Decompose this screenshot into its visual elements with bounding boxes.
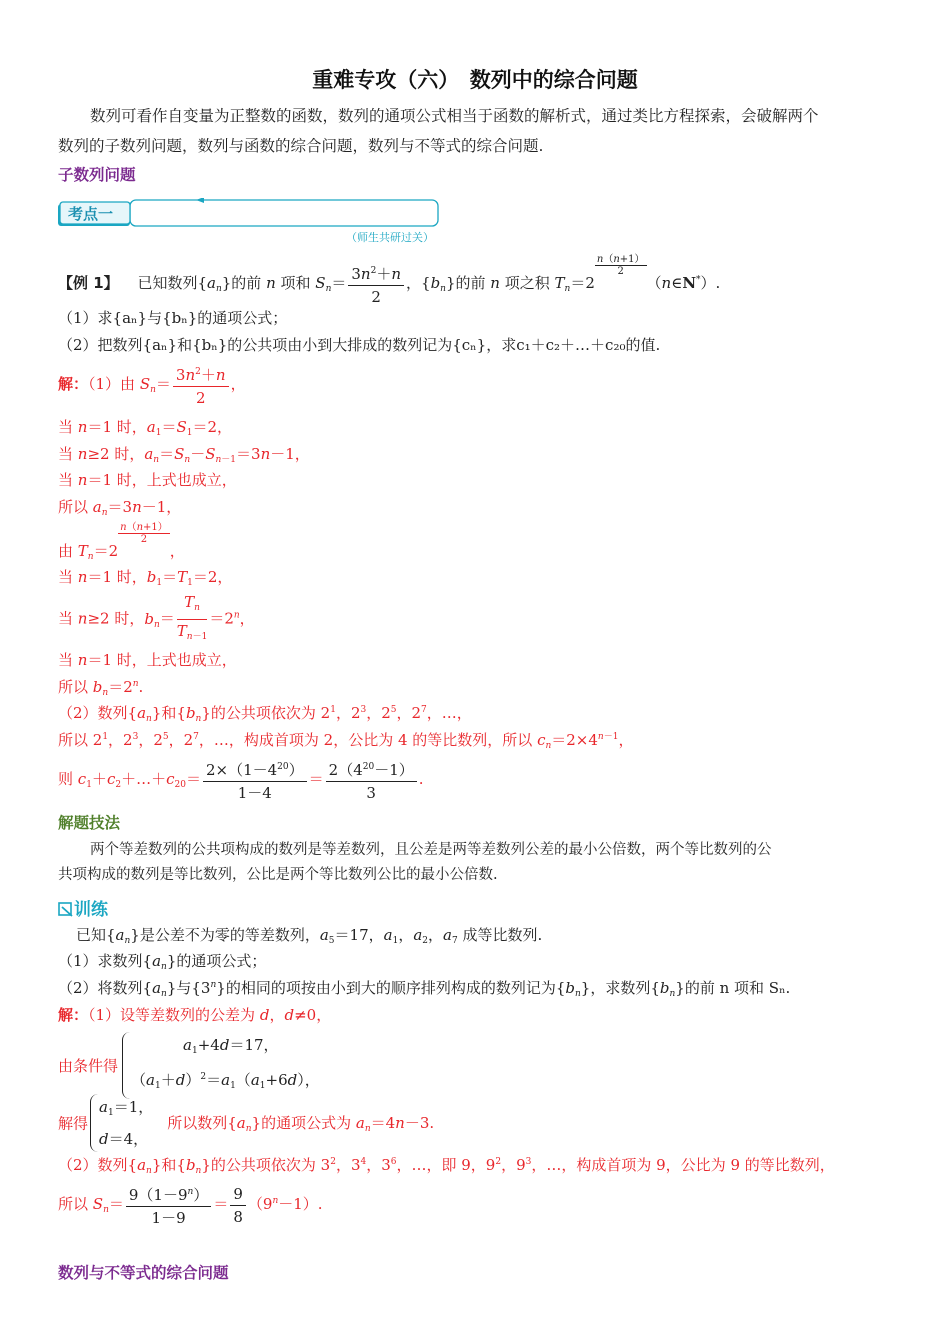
technique-line-1: 两个等差数列的公共项构成的数列是等差数列，且公差是两等差数列公差的最小公倍数，两个等比数列的公 (90, 842, 772, 858)
kaodian-caption: （师生共研过关） (346, 231, 434, 244)
section-heading-subsequence: 子数列问题 (58, 166, 136, 184)
training-q1: （1）求数列$\{a_n\}$的通项公式； (58, 952, 267, 972)
page-title: 重难专攻（六） 数列中的综合问题 (312, 68, 638, 92)
training-heading: 训练 (58, 895, 108, 920)
solution-line-4: 当 n＝1 时，上式也成立， (58, 471, 237, 489)
training-solution-2: 由条件得 $a_1+4d=17$， $(a_1+d)^2=a_1(a_1+6d)$， (58, 1032, 320, 1099)
example-q2: （2）把数列{aₙ}和{bₙ}的公共项由小到大排成的数列记为{cₙ}，求c₁＋c₂＋…＋c₂₀的值. (58, 336, 661, 354)
solution-line-12: 所以 $2^1$，$2^3$，$2^5$，$2^7$，…，构成首项为 2，公比为 4 的等比数列，所以 $c_n=2\times 4^{n-1}$， (58, 731, 634, 751)
kaodian-banner (58, 198, 442, 230)
solution-line-5: 所以 $a_n=3n-1$， (58, 498, 182, 518)
example-tag: 【例 1】 (58, 274, 119, 292)
intro-line-1: 数列可看作自变量为正整数的函数，数列的通项公式相当于函数的解析式，通过类比方程探索，会破解两个 (90, 107, 819, 125)
training-icon (58, 901, 74, 917)
technique-line-2: 共项构成的数列是等比数列，公比是两个等比数列公比的最小公倍数. (58, 867, 498, 883)
training-solution-5: 所以 $S_n=$ $\frac{9(1-9^n)}{1-9}$ ＝ $\frac{9}{8}$ $(9^n-1)$. (58, 1182, 323, 1228)
training-solution-3: 解得 $a_1=1$， d＝4， 所以数列$\{a_n\}$的通项公式为 $a_n=4n-3$. (58, 1094, 434, 1152)
solution-line-3: 当 n≥2 时，$a_n=S_n-S_{n-1}=3n-1$， (58, 445, 310, 465)
banner-frame (58, 198, 442, 230)
solution-line-9: 当 n＝1 时，上式也成立， (58, 651, 237, 669)
solution-line-7: 当 n＝1 时，$b_1=T_1=2$， (58, 568, 233, 588)
training-q2: （2）将数列$\{a_n\}$与{3$^n$}的相同的项按由小到大的顺序排列构成的数列记为$\{b_n\}$，求数列$\{b_n\}$的前 n 项和 Sₙ. (58, 979, 791, 999)
technique-heading: 解题技法 (58, 814, 121, 832)
solution-line-6: 由 $T_n=2$ $\frac{n(n+1)}{2}$ ， (58, 522, 185, 562)
solution-line-10: 所以 $b_n=2^n$. (58, 678, 144, 698)
solution-label: 解： (58, 375, 89, 393)
training-solution-1: 解：（1）设等差数列的公差为 d，d≠0， (58, 1006, 332, 1024)
intro-line-2: 数列的子数列问题，数列与函数的综合问题，数列与不等式的综合问题. (58, 137, 544, 155)
example-q1: （1）求{aₙ}与{bₙ}的通项公式； (58, 309, 288, 327)
solution-line-8: 当 n≥2 时，$b_n=$ $\frac{T_n}{T_{n-1}}$ $=2^n$， (58, 593, 255, 642)
training-statement: 已知$\{a_n\}$是公差不为零的等差数列，$a_5=17$，$a_1$，$a_2$，$a_7$ 成等比数列. (76, 926, 543, 946)
solution-line-1: 解：（1）由 $S_n=$ $\frac{3n^2+n}{2}$ ， (58, 362, 246, 408)
kaodian-label: 考点一 (68, 205, 114, 223)
solution-line-2: 当 n＝1 时，$a_1=S_1=2$， (58, 418, 233, 438)
section-heading-inequality: 数列与不等式的综合问题 (58, 1264, 229, 1282)
training-solution-4: （2）数列$\{a_n\}$和$\{b_n\}$的公共项依次为 $3^2$，$3^4$，$3^6$，…，即 9，$9^2$，$9^3$，…，构成首项为 9，公比为 9 的等比数列， (58, 1156, 835, 1176)
example-statement: 【例 1】 已知数列$\{a_n\}$的前 n 项和 $S_n=$ $\frac{3n^2+n}{2}$ ，$\{b_n\}$的前 n 项之积 $T_n=2$ $\frac{n(n+1)}{2}$ （n∈N*）. (58, 254, 721, 306)
solution-line-11: （2）数列$\{a_n\}$和$\{b_n\}$的公共项依次为 $2^1$，$2^3$，$2^5$，$2^7$，…， (58, 704, 472, 724)
solution-line-13: 则 $c_1+c_2+\dots+c_{20}=$ $\frac{2\times(1-4^{20})}{1-4}$ ＝ $\frac{2(4^{20}-1)}{3}$ . (58, 757, 424, 803)
